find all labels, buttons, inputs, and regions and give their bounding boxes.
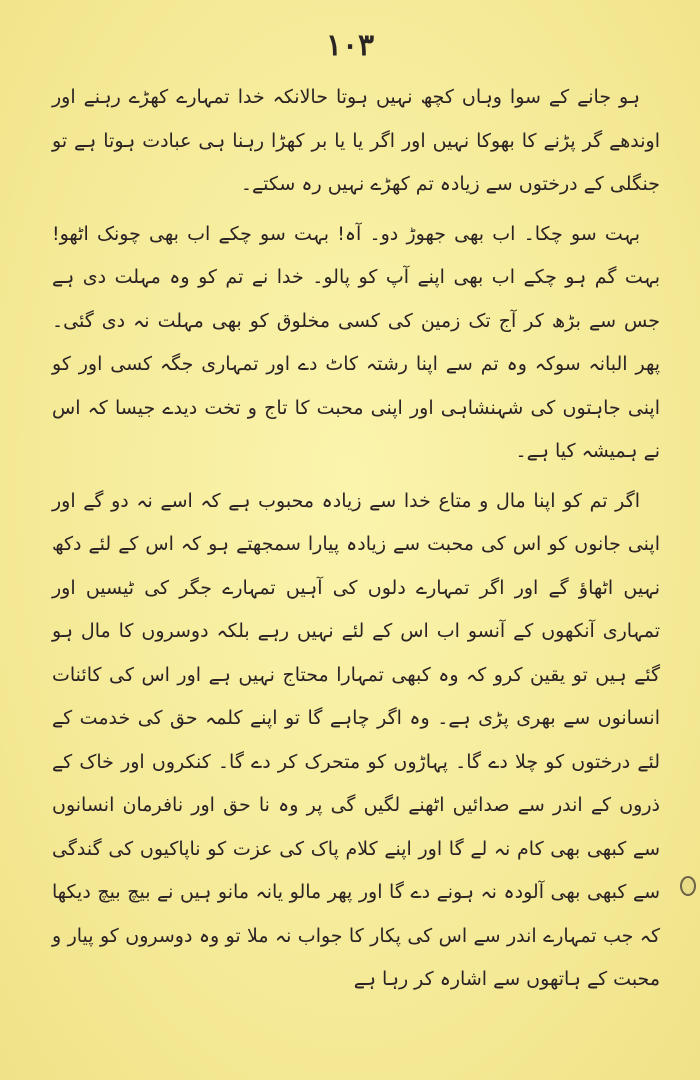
- binding-hole: [680, 876, 696, 896]
- paragraph-3: اگر تم کو اپنا مال و متاع خدا سے زیادہ محبوب ہے کہ اسے نہ دو گے اور اپنی جانوں کو اس کی محبت سے زیادہ پیارا سمجھتے ہو کہ اس کے لئے دکھ نہیں اٹھاؤ گے اور اگر تمہارے دلوں کی آہیں تمہارے جگر کی ٹیسیں اور تمہاری آنکھوں کے آنسو اب اس کے لئے نہیں رہے بلکہ دوسروں کا مال ہو گئے ہیں تو یقین کرو کہ وہ کبھی تمہارا محتاج نہیں ہے اور اس کی کائنات انسانوں سے بھری پڑی ہے۔ وہ اگر چاہے گا تو اپنے کلمہ حق کی خدمت کے لئے درختوں کو چلا دے گا۔ پہاڑوں کو متحرک کر دے گا۔ کنکروں اور خاک کے ذروں کے اندر سے صدائیں اٹھنے لگیں گی پر وہ نا حق اور نافرمان انسانوں سے کبھی بھی کام نہ لے گا اور اپنے کلام پاک کی عزت کو ناپاکیوں کی گندگی سے کبھی بھی آلودہ نہ ہونے دے گا اور پھر مالو یانہ مانو ہیں نے بیچ بیچ دیکھا کہ جب تمہارے اندر سے اس کی پکار کا جواب نہ ملا تو وہ دوسروں کو پیار و محبت کے ہاتھوں سے اشارہ کر رہا ہے: [52, 489, 660, 990]
- page-number: ۱۰۳: [325, 28, 375, 63]
- body-text: [52, 76, 660, 1002]
- paragraph-2: بہت سو چکا۔ اب بھی جھوڑ دو۔ آہ! بہت سو چکے اب بھی چونک اٹھو! بہت گم ہو چکے اب بھی اپنے آپ کو پالو۔ خدا نے تم کو وہ مہلت دی ہے جس سے بڑھ کر آج تک زمین کی کسی مخلوق کو بھی مہلت نہ دی گئی۔ پھر البانہ سوکہ وہ تم سے اپنا رشتہ کاٹ دے اور تمہاری جگہ کسی اور کو اپنی جاہتوں کی شہنشاہی اور اپنی محبت کا تاج و تخت دیدے جیسا کہ اس نے ہمیشہ کیا ہے۔: [52, 222, 660, 462]
- paragraph-1: ہو جانے کے سوا وہاں کچھ نہیں ہوتا حالانکہ خدا تمہارے کھڑے رہنے اور اوندھے گر پڑنے کا بھوکا نہیں اور اگر یا یا بر کھڑا رہنا ہی عبادت ہوتا ہے تو جنگلی کے درختوں سے زیادہ تم کھڑے نہیں رہ سکتے۔: [52, 86, 660, 195]
